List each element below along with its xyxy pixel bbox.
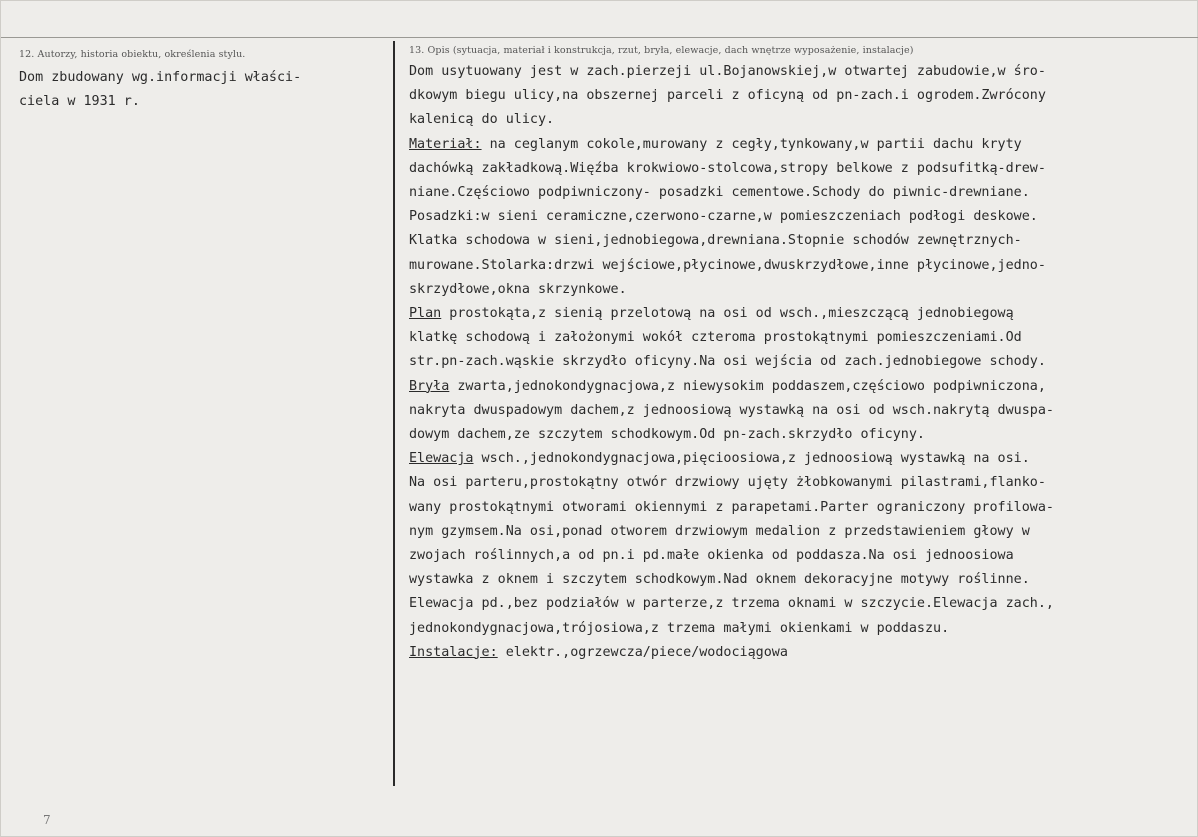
description-line	[409, 205, 1194, 229]
description-line	[409, 302, 1194, 326]
authors-history-line: Dom zbudowany wg.informacji właści-	[19, 70, 302, 85]
description-line	[409, 520, 1194, 544]
description-line	[409, 133, 1194, 157]
authors-history-header: 12. Autorzy, historia obiektu, określenia stylu.	[19, 49, 246, 60]
description-line	[409, 544, 1194, 568]
description-text: skrzydłowe,okna skrzynkowe.	[409, 281, 627, 297]
description-text: klatkę schodową i założonymi wokół czteroma prostokątnymi pomieszczeniami.Od	[409, 330, 1022, 346]
description-line	[409, 229, 1194, 253]
description-text: Elewacja pd.,bez podziałów w parterze,z trzema oknami w szczycie.Elewacja zach.,	[409, 596, 1054, 612]
description-text: Na osi parteru,prostokątny otwór drzwiowy ujęty żłobkowanymi pilastrami,flanko-	[409, 475, 1046, 491]
description-text: wystawka z oknem i szczytem schodkowym.Nad oknem dekoracyjne motywy roślinne.	[409, 572, 1030, 588]
corner-mark: 7	[43, 813, 51, 827]
description-line	[409, 399, 1194, 423]
description-line	[409, 423, 1194, 447]
description-line	[409, 375, 1194, 399]
description-text: Dom usytuowany jest w zach.pierzeji ul.Bojanowskiej,w otwartej zabudowie,w śro-	[409, 64, 1046, 79]
description-text: nym gzymsem.Na osi,ponad otworem drzwiowym medalion z przedstawieniem głowy w	[409, 523, 1030, 539]
description-text: str.pn-zach.wąskie skrzydło oficyny.Na osi wejścia od zach.jednobiegowe schody.	[409, 354, 1046, 370]
description-line	[409, 181, 1194, 205]
description-text: nakryta dwuspadowym dachem,z jednoosiową wystawką na osi od wsch.nakrytą dwuspa-	[409, 402, 1054, 418]
description-line	[409, 471, 1194, 495]
description-text: jednokondygnacjowa,trójosiowa,z trzema małymi okienkami w poddaszu.	[409, 620, 950, 636]
description-text: wany prostokątnymi otworami okiennymi z parapetami.Parter ograniczony profilowa-	[409, 499, 1054, 515]
section-label: Instalacje:	[409, 644, 498, 660]
description-line	[409, 496, 1194, 520]
section-label: Plan	[409, 306, 442, 322]
description-text: niane.Częściowo podpiwniczony- posadzki cementowe.Schody do piwnic-drewniane.	[409, 185, 1030, 201]
description-line	[409, 254, 1194, 278]
description-text: na ceglanym cokole,murowany z cegły,tynkowany,w partii dachu kryty	[481, 136, 1022, 152]
description-text: Posadzki:w sieni ceramiczne,czerwono-czarne,w pomieszczeniach podłogi deskowe.	[409, 209, 1038, 225]
description-line	[409, 326, 1194, 350]
description-body	[409, 60, 1194, 665]
section-label: Elewacja	[409, 451, 474, 467]
section-label: Materiał:	[409, 136, 482, 152]
description-text: wsch.,jednokondygnacjowa,pięcioosiowa,z jednoosiową wystawką na osi.	[473, 451, 1030, 467]
description-header: 13. Opis (sytuacja, materiał i konstrukcja, rzut, bryła, elewacje, dach wnętrze wyposażenie, instalacje)	[409, 45, 914, 56]
description-line	[409, 84, 1194, 108]
description-section	[409, 45, 1194, 665]
description-line	[409, 60, 1194, 84]
description-text: dowym dachem,ze szczytem schodkowym.Od pn-zach.skrzydło oficyny.	[409, 427, 925, 443]
description-line	[409, 278, 1194, 302]
description-text: prostokąta,z sienią przelotową na osi od wsch.,mieszczącą jednobiegową	[441, 306, 1014, 322]
description-line	[409, 592, 1194, 616]
description-line	[409, 447, 1194, 471]
column-divider	[393, 41, 395, 786]
description-text: dachówką zakładkową.Więźba krokwiowo-stolcowa,stropy belkowe z podsufitką-drew-	[409, 160, 1046, 176]
description-line	[409, 568, 1194, 592]
description-text: murowane.Stolarka:drzwi wejściowe,płycinowe,dwuskrzydłowe,inne płycinowe,jedno-	[409, 257, 1046, 273]
description-text: elektr.,ogrzewcza/piece/wodociągowa	[497, 644, 788, 660]
description-line	[409, 641, 1194, 665]
description-text: zwojach roślinnych,a od pn.i pd.małe okienka od poddasza.Na osi jednoosiowa	[409, 548, 1014, 564]
description-line	[409, 617, 1194, 641]
authors-history-section	[19, 49, 387, 114]
description-text: kalenicą do ulicy.	[409, 112, 555, 128]
description-text: Klatka schodowa w sieni,jednobiegowa,drewniana.Stopnie schodów zewnętrznych-	[409, 233, 1022, 249]
description-text: dkowym biegu ulicy,na obszernej parceli z oficyną od pn-zach.i ogrodem.Zwrócony	[409, 88, 1046, 104]
description-line	[409, 157, 1194, 181]
authors-history-line: ciela w 1931 r.	[19, 94, 140, 110]
description-line	[409, 350, 1194, 374]
section-label: Bryła	[409, 378, 450, 394]
description-text: zwarta,jednokondygnacjowa,z niewysokim poddaszem,częściowo podpiwniczona,	[449, 378, 1046, 394]
header-rule	[1, 37, 1198, 38]
description-line	[409, 108, 1194, 132]
